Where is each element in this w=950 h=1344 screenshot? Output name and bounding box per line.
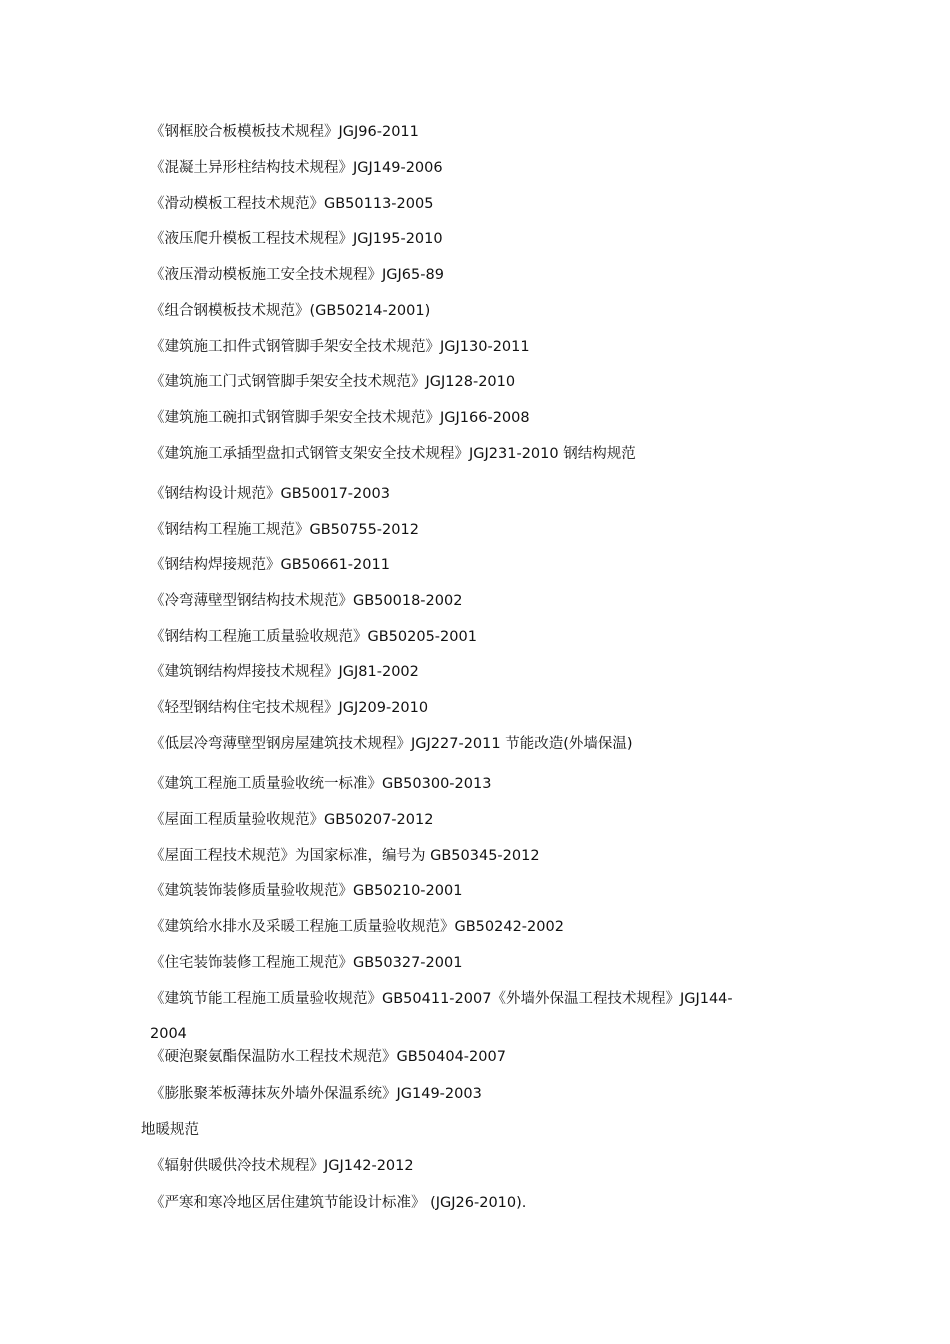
standard-line: 《硬泡聚氨酯保温防水工程技术规范》GB50404-2007	[150, 1049, 506, 1065]
standard-line: 《轻型钢结构住宅技术规程》JGJ209-2010	[150, 700, 429, 716]
standard-line: 《冷弯薄壁型钢结构技术规范》GB50018-2002	[150, 593, 463, 609]
standard-line: 《液压滑动模板施工安全技术规程》JGJ65-89	[150, 267, 444, 283]
standard-line: 《液压爬升模板工程技术规程》JGJ195-2010	[150, 231, 443, 247]
section-heading: 地暖规范	[141, 1122, 199, 1138]
standard-line: 《屋面工程质量验收规范》GB50207-2012	[150, 812, 434, 828]
standard-line: 《建筑钢结构焊接技术规程》JGJ81-2002	[150, 664, 419, 680]
standard-line: 《辐射供暖供冷技术规程》JGJ142-2012	[150, 1158, 414, 1174]
standard-line: 《钢结构工程施工质量验收规范》GB50205-2001	[150, 629, 477, 645]
standard-line: 《建筑给水排水及采暖工程施工质量验收规范》GB50242-2002	[150, 919, 564, 935]
standard-line: 《屋面工程技术规范》为国家标准，编号为 GB50345-2012	[150, 848, 540, 864]
standard-line: 《建筑工程施工质量验收统一标准》GB50300-2013	[150, 776, 492, 792]
standard-line: 《建筑节能工程施工质量验收规范》GB50411-2007《外墙外保温工程技术规程》JGJ144-	[150, 991, 733, 1007]
standard-line: 《钢结构设计规范》GB50017-2003	[150, 486, 390, 502]
standard-line: 《钢结构工程施工规范》GB50755-2012	[150, 522, 419, 538]
standard-line: 《建筑施工扣件式钢管脚手架安全技术规范》JGJ130-2011	[150, 339, 530, 355]
standard-line: 《住宅装饰装修工程施工规范》GB50327-2001	[150, 955, 463, 971]
standard-line: 《组合钢模板技术规范》(GB50214-2001)	[150, 303, 431, 319]
standard-line: 《建筑施工碗扣式钢管脚手架安全技术规范》JGJ166-2008	[150, 410, 530, 426]
standard-line: 《膨胀聚苯板薄抹灰外墙外保温系统》JG149-2003	[150, 1086, 482, 1102]
standard-line: 《严寒和寒冷地区居住建筑节能设计标准》 (JGJ26-2010).	[150, 1195, 527, 1211]
standard-line: 《建筑施工承插型盘扣式钢管支架安全技术规程》JGJ231-2010 钢结构规范	[150, 446, 636, 462]
standard-line: 《建筑装饰装修质量验收规范》GB50210-2001	[150, 883, 463, 899]
standard-line: 《建筑施工门式钢管脚手架安全技术规范》JGJ128-2010	[150, 374, 516, 390]
standard-line: 《滑动模板工程技术规范》GB50113-2005	[150, 196, 434, 212]
standard-line-continuation: 2004	[150, 1026, 187, 1042]
standard-line: 《钢框胶合板模板技术规程》JGJ96-2011	[150, 124, 419, 140]
standard-line: 《钢结构焊接规范》GB50661-2011	[150, 557, 390, 573]
standard-line: 《低层冷弯薄壁型钢房屋建筑技术规程》JGJ227-2011 节能改造(外墙保温)	[150, 736, 633, 752]
standard-line: 《混凝土异形柱结构技术规程》JGJ149-2006	[150, 160, 443, 176]
